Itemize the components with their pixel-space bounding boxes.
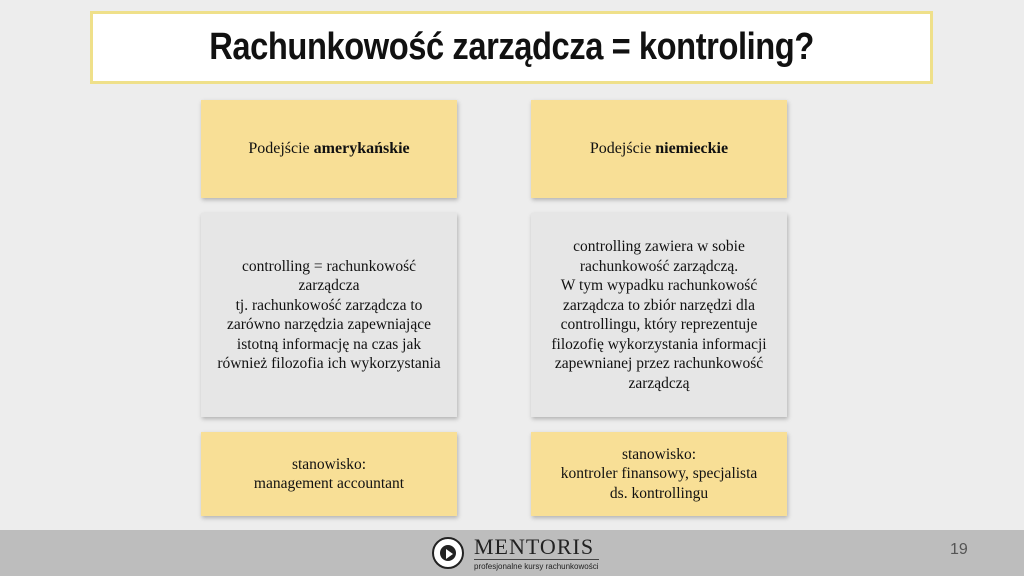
left-body-line: tj. rachunkowość zarządcza to <box>235 296 423 314</box>
left-body-line: zarządcza <box>298 277 360 294</box>
left-body-line: również filozofia ich wykorzystania <box>217 355 441 372</box>
brand-logo <box>432 533 599 571</box>
left-position-line: stanowisko: <box>291 455 367 473</box>
left-heading <box>248 139 409 159</box>
title-box <box>90 11 933 84</box>
right-position-card <box>531 432 787 516</box>
left-position-line: management accountant <box>253 475 405 492</box>
left-body-line: controlling = rachunkowość <box>241 257 417 275</box>
slide-title: Rachunkowość zarządcza = kontroling? <box>209 26 814 68</box>
right-position-line: kontroler finansowy, specjalista <box>560 465 758 483</box>
right-position-line: stanowisko: <box>621 445 697 463</box>
brand-text <box>474 533 599 571</box>
right-body-line: zapewnianej przez rachunkowość <box>554 355 764 372</box>
right-heading-prefix: Podejście <box>589 140 656 158</box>
right-body-line: controllingu, który reprezentuje <box>560 316 758 333</box>
right-body-card <box>531 213 787 417</box>
right-body-line: filozofię wykorzystania informacji <box>551 335 767 353</box>
right-body-line: zarządczą <box>628 374 690 392</box>
play-icon <box>432 537 464 569</box>
right-heading-card <box>531 100 787 198</box>
left-position-card <box>201 432 457 516</box>
footer-bar <box>0 530 1024 576</box>
brand-tagline: profesjonalne kursy rachunkowości <box>474 561 599 571</box>
left-heading-card <box>201 100 457 198</box>
left-body-card <box>201 213 457 417</box>
left-heading-prefix: Podejście <box>248 140 314 158</box>
right-heading <box>590 139 728 159</box>
left-body-line: istotną informację na czas jak <box>236 335 422 353</box>
brand-name: MENTORIS <box>474 536 599 560</box>
page-number: 19 <box>950 541 968 558</box>
right-body-line: zarządcza to zbiór narzędzi dla <box>563 296 755 314</box>
left-heading-bold: amerykańskie <box>313 140 410 158</box>
right-heading-bold: niemieckie <box>655 140 729 158</box>
right-body-line: controlling zawiera w sobie <box>573 238 745 255</box>
right-position-line: ds. kontrollingu <box>609 484 709 502</box>
left-body-line: zarówno narzędzia zapewniające <box>227 316 431 333</box>
right-body-line: W tym wypadku rachunkowość <box>560 277 758 294</box>
right-body-line: rachunkowość zarządczą. <box>579 257 739 275</box>
